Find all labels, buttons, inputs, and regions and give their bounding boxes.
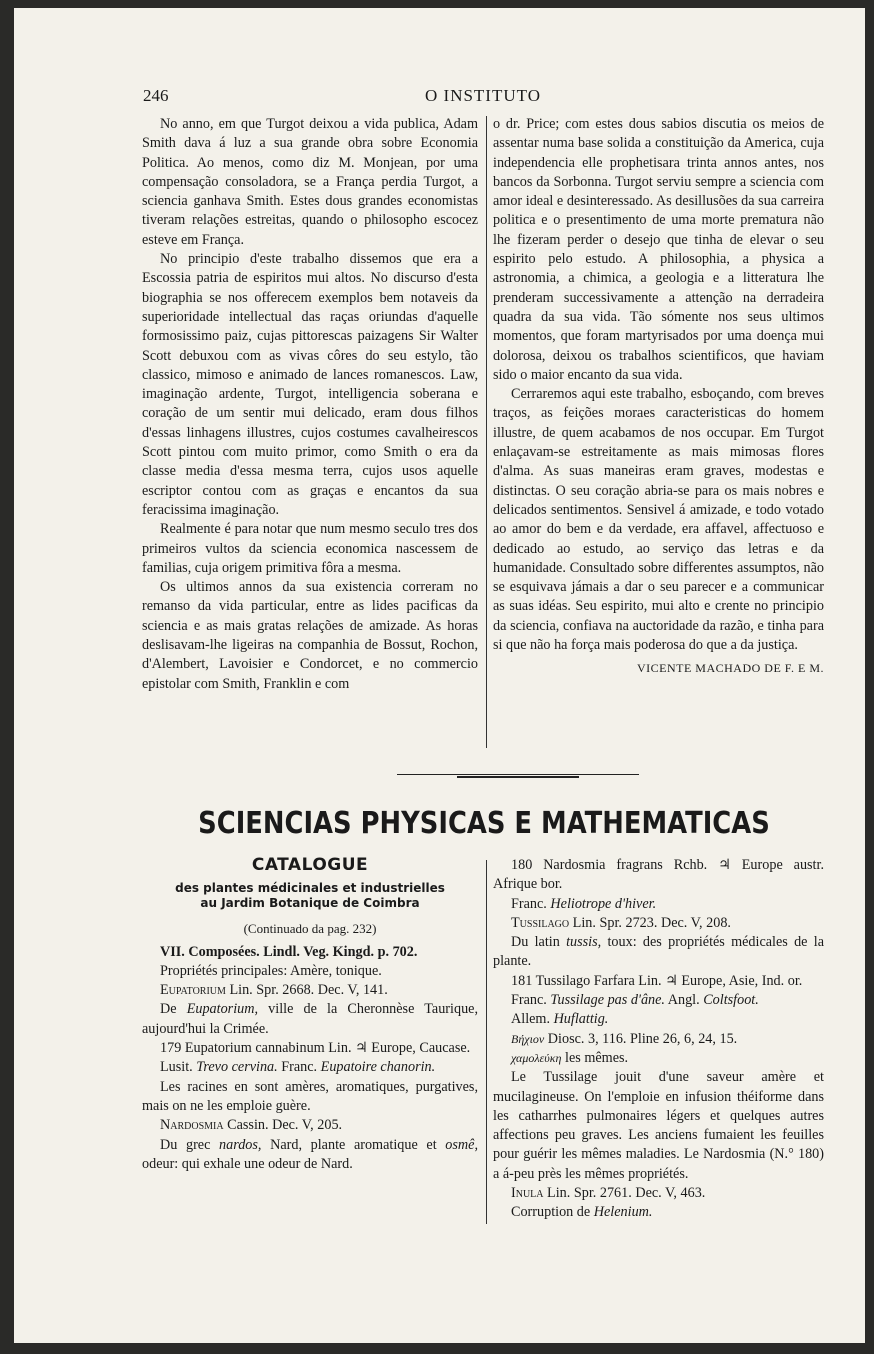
section-title: SCIENCIAS PHYSICAS E MATHEMATICAS <box>198 806 770 841</box>
text: De <box>160 1001 187 1018</box>
text: odeur: qui exhale une odeur de Nard. <box>142 1155 353 1172</box>
description: Les racines en sont amères, aromatiques, purgatives, mais on ne les emploie guère. <box>142 1078 478 1114</box>
genus-reference: Lin. Spr. 2668. Dec. V, 141. <box>225 982 388 999</box>
vernacular-names <box>142 1058 478 1077</box>
page-header <box>143 86 823 108</box>
paragraph: Os ultimos annos da sua existencia correram no remanso da vida particular, entre as lides pacificas da sciencia e as mais gratas relações de amizade. As horas deslisavam-lhe ligeiras na companhia de Bossut, Rochon, d'Alembert, Lavoisier e Condorcet, e no commercio epistolar com Smith, Franklin e com <box>142 579 478 692</box>
genus-name: Eupatorium <box>160 982 226 999</box>
text: les mêmes. <box>561 1049 629 1066</box>
classical-reference <box>493 1049 824 1068</box>
paragraph: No anno, em que Turgot deixou a vida publica, Adam Smith dava á luz a sua grande obra sobre Economia Politica. Ao menos, como diz M. Monjean, por uma compensação consoladora, se a França perdia Turgot, a sciencia ganhava Smith. Estes dous grandes economistas tiveram relações estreitas, quando o philosopho escocez esteve em França. <box>142 116 478 248</box>
species-entry: 181 Tussilago Farfara Lin. ♃ Europe, Asie, Ind. or. <box>511 972 803 989</box>
catalogue-column-left <box>142 856 478 1174</box>
author-signature: VICENTE MACHADO DE F. E M. <box>636 661 824 676</box>
text: Franc. <box>277 1059 321 1076</box>
etymon: nardos, <box>219 1136 262 1153</box>
etymon: osmê, <box>445 1136 478 1153</box>
text: toux: des propriétés médicales de la plante. <box>493 934 824 970</box>
etymon: Helenium. <box>593 1204 653 1221</box>
continued-note: (Continuado da pag. 232) <box>243 921 377 937</box>
vernacular-name: Eupatoire chanorin. <box>320 1059 436 1076</box>
species-entry: 180 Nardosmia fragrans Rchb. ♃ Europe austr. Afrique bor. <box>493 857 824 893</box>
text: Corruption de <box>511 1204 594 1221</box>
separator-line <box>397 774 639 775</box>
etymon: Eupatorium, <box>186 1001 259 1018</box>
vernacular-name: Heliotrope d'hiver. <box>550 895 657 912</box>
running-title: O INSTITUTO <box>425 86 541 105</box>
catalogue-title: CATALOGUE <box>251 855 369 875</box>
genus-entry <box>142 981 478 1000</box>
greek-name: Βήχιον <box>511 1031 545 1046</box>
page-number: 246 <box>143 86 169 105</box>
vernacular-name: Huflattig. <box>553 1011 609 1028</box>
text: Du latin <box>511 934 567 951</box>
properties: Propriétés principales: Amère, tonique. <box>160 962 382 979</box>
genus-name: Nardosmia <box>160 1117 224 1134</box>
article-column-right <box>493 115 824 679</box>
separator-line <box>457 776 579 778</box>
catalogue-subtitle: des plantes médicinales et industrielles <box>175 881 445 896</box>
vernacular-names <box>493 1010 824 1029</box>
etymology <box>493 1203 824 1222</box>
vernacular-name: Coltsfoot. <box>703 992 759 1009</box>
text: Diosc. 3, 116. Pline 26, 6, 24, 15. <box>544 1030 738 1047</box>
genus-reference: Lin. Spr. 2761. Dec. V, 463. <box>543 1185 706 1202</box>
book-page <box>14 8 865 1343</box>
catalogue-column-right <box>493 856 824 1223</box>
genus-entry <box>493 1184 824 1203</box>
genus-name: Inula <box>511 1185 544 1202</box>
family-label: VII. Composées. Lindl. Veg. Kingd. p. 702. <box>160 943 418 960</box>
genus-name: Tussilago <box>511 914 570 931</box>
etymon: tussis, <box>566 934 602 951</box>
classical-reference <box>493 1030 824 1049</box>
column-divider <box>486 116 487 748</box>
column-divider <box>486 860 487 1224</box>
catalogue-subtitle: au Jardim Botanique de Coimbra <box>200 896 420 911</box>
section-separator <box>397 774 639 778</box>
vernacular-names <box>493 991 824 1010</box>
vernacular-name: Trevo cervina. <box>196 1059 278 1076</box>
text: Franc. <box>511 992 551 1009</box>
genus-reference: Lin. Spr. 2723. Dec. V, 208. <box>569 914 731 931</box>
family-heading <box>142 943 478 962</box>
article-column-left <box>142 115 478 694</box>
paragraph: Cerraremos aqui este trabalho, esboçando, com breves traços, as feições moraes caracteristicas do homem illustre, de quem acabamos de nos occupar. Em Turgot enlaçavam-se estreitamente as mais mimosas flores d'alma. As suas maneiras eram graves, modestas e distinctas. O seu coração abria-se para os mais nobres e delicados sentimentos. Sensivel á amizade, e todo votado ao amor do bem e da verdade, era affavel, affectuoso e dedicado ao estudo, ao serviço das letras e da humanidade. Consultado sobre differentes assumptos, não se esquivava jámais a dar o seu parecer e a communicar as suas idéas. Seu espirito, mui alto e crente no principio da sciencia, confiava na auctoridade da razão, e tinha para si que não ha força mais poderosa do que a da justiça. <box>493 386 824 654</box>
genus-reference: Cassin. Dec. V, 205. <box>223 1117 343 1134</box>
paragraph: No principio d'este trabalho dissemos que era a Escossia patria de espiritos mui altos. No discurso d'esta biographia se nos offerecem exemplos bem notaveis da superioridade intellectual das raças oriundas d'aquelle formosissimo paiz, cujas pittorescas paizagens Sir Walter Scott debuxou com as vivas côres do seu estylo, tão classico, mimoso e animado de lances romanescos. Law, imaginação ardente, Turgot, intelligencia soberana e coração de um sentir mui delicado, eram dous filhos d'essas linhagens illustres, cujos costumes cavalheirescos Scott pintou com muito primor, como Smith o era da classe media d'essa mesma terra, cujos usos aquelle escriptor contou com as graças e encantos da sua feracissima imaginação. <box>142 251 478 518</box>
etymology <box>142 1136 478 1175</box>
genus-entry <box>493 914 824 933</box>
genus-entry <box>142 1116 478 1135</box>
text: Du grec <box>160 1136 220 1153</box>
vernacular-name: Tussilage pas d'âne. <box>550 992 665 1009</box>
text: Angl. <box>664 992 704 1009</box>
text: Franc. <box>511 895 551 912</box>
description: Le Tussilage jouit d'une saveur amère et mucilagineuse. On l'emploie en infusion théiforme dans les catharrhes pulmonaires légers et quelques autres affections peu graves. Les anciens fumaient les feuilles pour guérir les mêmes maladies. Le Nardosmia (N.° 180) a á-peu près les mêmes propriétés. <box>493 1069 824 1182</box>
text: ville de la Cheronnèse Taurique, aujourd'hui la Crimée. <box>142 1001 479 1037</box>
text: Allem. <box>511 1011 554 1028</box>
vernacular-names <box>493 895 824 914</box>
paragraph: Realmente é para notar que num mesmo seculo tres dos primeiros vultos da sciencia economica nascessem de familias, cuja origem primitiva fôra a mesma. <box>142 521 478 576</box>
text: Nard, plante aromatique et <box>261 1136 446 1153</box>
greek-name: χαμολεύκη <box>511 1050 562 1065</box>
species-entry: 179 Eupatorium cannabinum Lin. ♃ Europe, Caucase. <box>160 1040 471 1057</box>
paragraph: o dr. Price; com estes dous sabios discutia os meios de assentar numa base solida a constituição da America, cuja independencia elle prophetisara trinta annos antes, nos bancos da Sorbonna. Turgot serviu sempre a sciencia com amor ideal e desinteressado. As desillusões da sua carreira politica e o presentimento de uma morte prematura não lhe fizeram perder o desejo que tinha de elevar o seu espirito pelo estudo. A philosophia, a physica a astronomia, a chimica, a geologia e a litteratura lhe prenderam successivamente a attenção na derradeira quadra da sua vida. Tão sómente nos seus ultimos momentos, que foram martyrisados por uma doença mui dolorosa, deixou os trabalhos scientificos, que haviam sido o maior encanto da sua vida. <box>493 116 824 383</box>
text: Lusit. <box>160 1059 197 1076</box>
etymology <box>493 933 824 972</box>
etymology <box>142 1000 478 1039</box>
